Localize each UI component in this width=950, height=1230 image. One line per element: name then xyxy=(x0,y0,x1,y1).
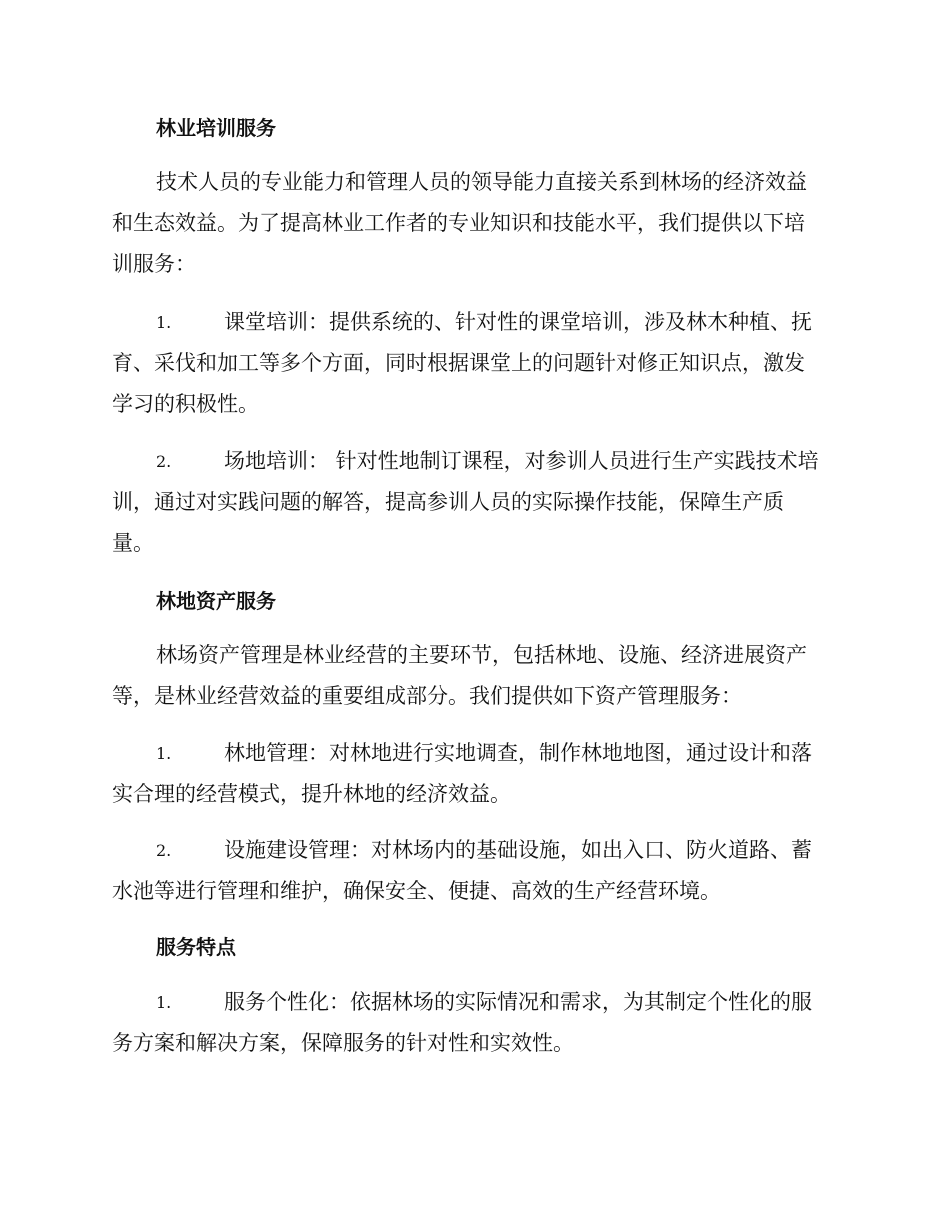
list-item-text: 学习的积极性。 xyxy=(112,392,259,416)
list-item xyxy=(112,733,852,815)
list-item-text: 服务个性化：依据林场的实际情况和需求，为其制定个性化的服 xyxy=(224,990,812,1014)
section-intro-paragraph xyxy=(112,162,852,285)
list-item-number: 1. xyxy=(156,744,172,763)
paragraph-line: 林场资产管理是林业经营的主要环节，包括林地、设施、经济进展资产 xyxy=(156,643,807,667)
list-item-text: 务方案和解决方案，保障服务的针对性和实效性。 xyxy=(112,1031,574,1055)
list-item-number: 1. xyxy=(156,313,172,332)
section-heading-service-features: 服务特点 xyxy=(156,935,236,959)
paragraph-line: 等，是林业经营效益的重要组成部分。我们提供如下资产管理服务： xyxy=(112,684,742,708)
list-item-text: 水池等进行管理和维护，确保安全、便捷、高效的生产经营环境。 xyxy=(112,879,721,903)
list-item-number: 1. xyxy=(156,993,172,1012)
section-heading-forest-assets: 林地资产服务 xyxy=(156,589,276,613)
list-item-number: 2. xyxy=(156,841,172,860)
list-item-text: 育、采伐和加工等多个方面，同时根据课堂上的问题针对修正知识点，激发 xyxy=(112,351,805,375)
list-item-text: 训，通过对实践问题的解答，提高参训人员的实际操作技能，保障生产质 xyxy=(112,490,784,514)
list-item-text: 实合理的经营模式，提升林地的经济效益。 xyxy=(112,782,511,806)
list-item xyxy=(112,830,852,912)
list-item-text: 量。 xyxy=(112,531,154,555)
list-item-text: 设施建设管理：对林场内的基础设施，如出入口、防火道路、蓄 xyxy=(224,838,812,862)
list-item xyxy=(112,982,852,1064)
list-item-number: 2. xyxy=(156,452,172,471)
list-item xyxy=(112,441,852,564)
list-item xyxy=(112,302,852,425)
list-item-text: 林地管理：对林地进行实地调查，制作林地地图，通过设计和落 xyxy=(224,741,812,765)
paragraph-line: 技术人员的专业能力和管理人员的领导能力直接关系到林场的经济效益 xyxy=(156,170,807,194)
paragraph-line: 训服务： xyxy=(112,252,196,276)
paragraph-line: 和生态效益。为了提高林业工作者的专业知识和技能水平，我们提供以下培 xyxy=(112,211,805,235)
section-heading-forestry-training: 林业培训服务 xyxy=(156,116,276,140)
list-item-text: 场地培训： 针对性地制订课程，对参训人员进行生产实践技术培 xyxy=(224,449,819,473)
section-intro-paragraph xyxy=(112,635,852,717)
list-item-text: 课堂培训：提供系统的、针对性的课堂培训，涉及林木种植、抚 xyxy=(224,310,812,334)
